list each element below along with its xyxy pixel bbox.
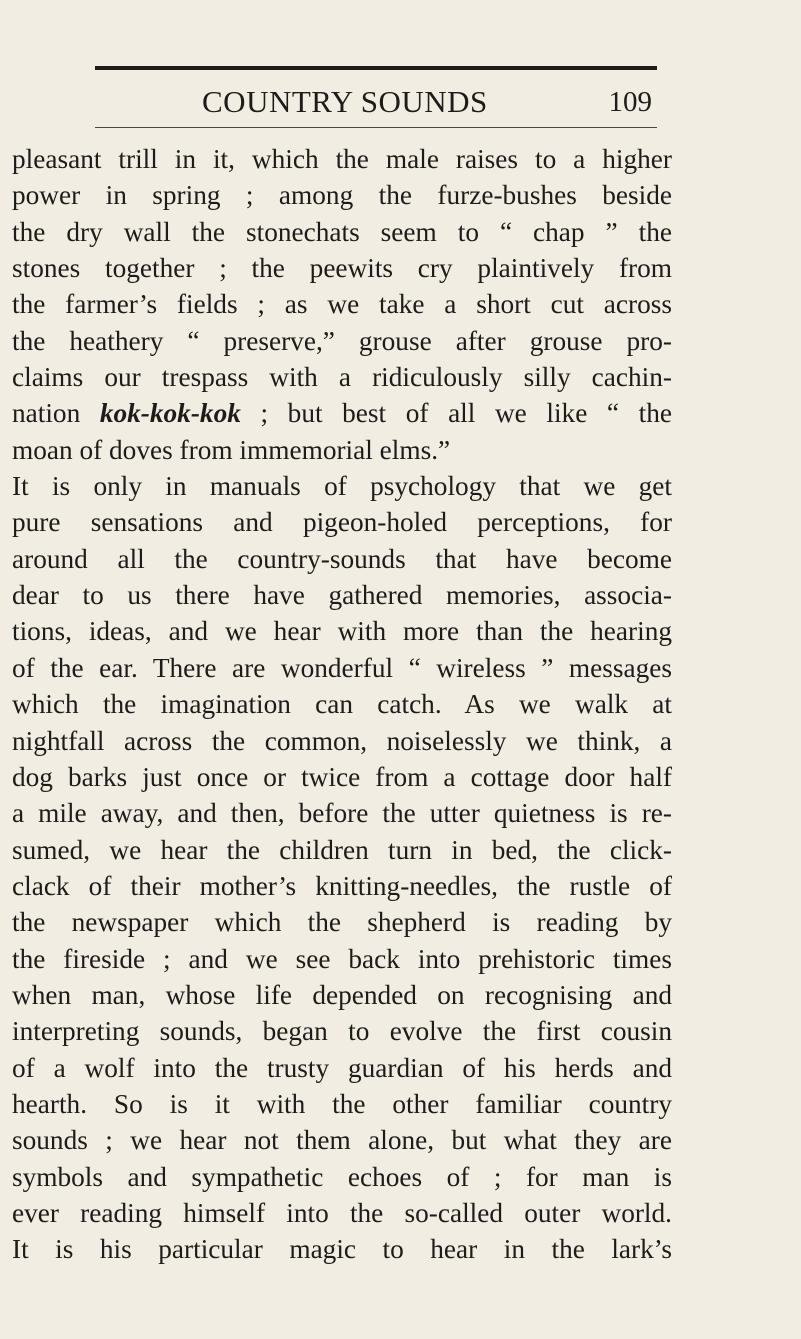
text-line: dear to us there have gathered memories, associa-	[12, 580, 672, 611]
text-line: the newspaper which the shepherd is reading by	[12, 907, 672, 938]
italic-word: kok-kok-kok	[99, 398, 241, 429]
header-rule-thick	[95, 66, 657, 70]
text-line: the farmer’s fields ; as we take a short cut across	[12, 289, 672, 320]
text-line: It is his particular magic to hear in the lark’s	[12, 1234, 672, 1265]
header-rule-thin	[95, 127, 657, 128]
text-line: power in spring ; among the furze-bushes beside	[12, 180, 672, 211]
body-text	[12, 141, 672, 1268]
text-line: stones together ; the peewits cry plaintively from	[12, 253, 672, 284]
text-line: the dry wall the stonechats seem to “ chap ” the	[12, 216, 672, 247]
text-line: a mile away, and then, before the utter quietness is re-	[12, 798, 672, 829]
text-line: It is only in manuals of psychology that we get	[12, 471, 672, 502]
text-line: dog barks just once or twice from a cottage door half	[12, 761, 672, 792]
text-line: of a wolf into the trusty guardian of his herds and	[12, 1052, 672, 1083]
text-run: ; but best of all we like “ the	[240, 398, 672, 429]
text-line: clack of their mother’s knitting-needles, the rustle of	[12, 870, 672, 901]
text-line: claims our trespass with a ridiculously silly cachin-	[12, 362, 672, 393]
text-line: symbols and sympathetic echoes of ; for man is	[12, 1161, 672, 1192]
text-line: which the imagination can catch. As we walk at	[12, 689, 672, 720]
text-line: the heathery “ preserve,” grouse after grouse pro-	[12, 325, 672, 356]
text-line: pure sensations and pigeon-holed perceptions, for	[12, 507, 672, 538]
text-line: pleasant trill in it, which the male raises to a higher	[12, 144, 672, 174]
page-number: 109	[608, 86, 652, 118]
text-line: sumed, we hear the children turn in bed, the click-	[12, 834, 672, 865]
text-line: interpreting sounds, began to evolve the first cousin	[12, 1016, 672, 1047]
text-line: of the ear. There are wonderful “ wireless ” messages	[12, 652, 672, 683]
text-line	[12, 395, 672, 431]
running-head: COUNTRY SOUNDS	[202, 84, 488, 119]
text-line: the fireside ; and we see back into prehistoric times	[12, 943, 672, 974]
text-line: tions, ideas, and we hear with more than the hearing	[12, 616, 672, 647]
text-line: around all the country-sounds that have become	[12, 543, 672, 574]
text-run: nation	[12, 398, 100, 429]
text-line: sounds ; we hear not them alone, but what they are	[12, 1125, 672, 1156]
text-line: nightfall across the common, noiselessly we think, a	[12, 725, 672, 756]
text-line: ever reading himself into the so-called outer world.	[12, 1197, 672, 1228]
page-header	[95, 80, 657, 124]
text-line: moan of doves from immemorial elms.”	[12, 434, 451, 465]
text-line: when man, whose life depended on recognising and	[12, 979, 672, 1010]
text-line: hearth. So is it with the other familiar country	[12, 1088, 672, 1119]
